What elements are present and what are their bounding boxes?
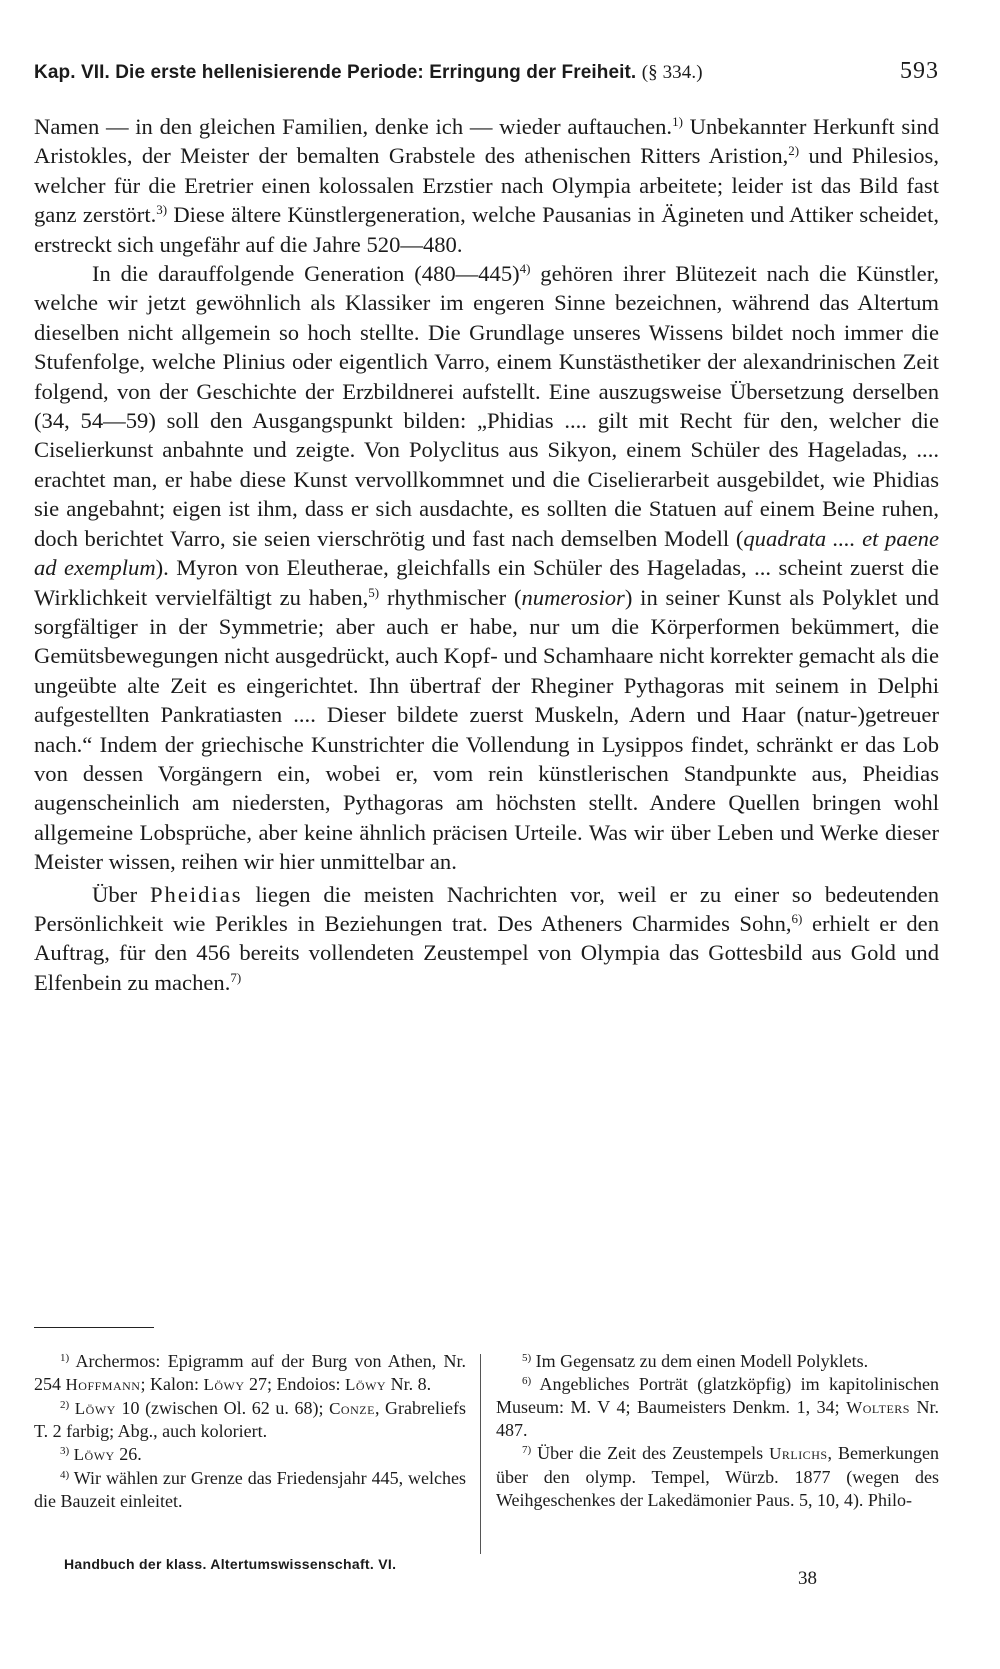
text-run: Nr. 487. bbox=[496, 1396, 940, 1441]
footnote-1 bbox=[34, 1350, 466, 1397]
footnote-marker: 2) bbox=[788, 143, 800, 159]
author-name: Löwy bbox=[203, 1374, 245, 1394]
text-run: ) in seiner Kunst als Polyklet und sorgfältiger in der Symmetrie; aber auch er habe, nur um die Körperformen bekümmert, die Gemütsbewegungen nicht ausgedrückt, auch Kopf- und Schamhaare nicht korrekter gemacht als die ungeübte alte Zeit es eingerichtet. Ihn übertraf der Rheginer Pythagoras mit seinem in Delphi aufgestellten Pankratiasten .... Dieser bildete zuerst Muskeln, Adern und Haar (natur-)getreuer nach.“ Indem der griechische Kunstrichter die Vollendung in Lysippos findet, schränkt er das Lob von dessen Vorgängern ein, wobei er, vom rein künstlerischen Standpunkte aus, Pheidias augenscheinlich am niedersten, Pythagoras am höchsten stellt. Andere Quellen bringen wohl allgemeine Lobsprüche, aber keine ähnlich präcisen Urteile. Was wir über Leben und Werke dieser Meister wissen, reihen wir hier unmittelbar an. bbox=[34, 584, 939, 875]
footnotes-right-column bbox=[496, 1350, 939, 1512]
footnote-5 bbox=[496, 1350, 939, 1373]
author-name: Hoffmann bbox=[65, 1374, 141, 1394]
footnote-marker: 6) bbox=[522, 1374, 532, 1387]
footnote-marker: 3) bbox=[156, 202, 168, 218]
text-run: Im Gegensatz zu dem einen Modell Polyklets. bbox=[531, 1351, 869, 1371]
text-run: 10 (zwischen Ol. 62 u. 68); bbox=[115, 1397, 330, 1418]
text-run: gehören ihrer Blütezeit nach die Künstler, welche wir jetzt gewöhnlich als Klassiker im engeren Sinne bezeichnen, während das Altertum dieselben nicht allgemein so hoch stellte. Die Grundlage unseres Wissens bildet noch immer die Stufenfolge, welche Plinius oder eigentlich Varro, einem Kunstästhetiker der alexandrinischen Zeit folgend, von der Geschichte der Erzbildnerei aufstellt. Eine auszugsweise Übersetzung derselben (34, 54—59) soll den Ausgangspunkt bilden: „Phidias .... gilt mit Recht für den, welcher die Ciselierkunst anbahnte und zeigte. Von Polyclitus aus Sikyon, einem Schüler des Hageladas, .... erachtet man, er habe diese Kunst vervollkommnet und die Ciselierarbeit ausgebildet, wie Phidias sie angebahnt; eigen ist ihm, dass er sich ausdachte, es sollten die Statuen auf einem Beine ruhen, doch berichtet Varro, sie seien vierschrötig und fast nach demselben Modell ( bbox=[34, 261, 939, 551]
text-run: 26. bbox=[114, 1444, 142, 1465]
text-run: ; Kalon: bbox=[140, 1373, 204, 1394]
text-run: und Philesios, welcher für die Eretrier einen kolossalen Erzstier nach Olympia arbeitete; leider ist das Bild fast ganz zerstört. bbox=[34, 143, 939, 228]
author-name: Conze bbox=[329, 1398, 375, 1418]
footnotes-left-column bbox=[34, 1350, 466, 1513]
footnote-3 bbox=[34, 1443, 466, 1467]
footnote-column-divider bbox=[480, 1354, 481, 1554]
main-text bbox=[34, 112, 939, 997]
latin-quotation: quadrata .... et paene ad exemplum bbox=[34, 525, 939, 581]
footnote-marker: 6) bbox=[791, 910, 803, 926]
author-name: Löwy bbox=[345, 1374, 387, 1394]
text-run: liegen die meisten Nachrichten vor, weil er zu einer so bedeutenden Persönlichkeit wie Perikles in Beziehungen trat. Des Atheners Charmides Sohn, bbox=[34, 881, 939, 936]
latin-quotation: numerosior bbox=[521, 584, 625, 610]
footnote-6 bbox=[496, 1373, 939, 1442]
footnote-2 bbox=[34, 1397, 466, 1444]
footnote-7 bbox=[496, 1442, 939, 1511]
footnote-marker: 7) bbox=[230, 969, 242, 985]
text-run: Über die Zeit des Zeustempels bbox=[531, 1443, 770, 1464]
page-number: 593 bbox=[900, 58, 939, 84]
author-name: Löwy bbox=[73, 1445, 115, 1465]
text-run: erhielt er den Auftrag, für den 456 bereits vollendeten Zeustempel von Olympia das Gottesbild aus Gold und Elfenbein zu machen. bbox=[34, 910, 939, 995]
text-run: Unbekannter Herkunft sind Aristokles, der Meister der bemalten Grabstele des athenischen Ritters Aristion, bbox=[34, 114, 940, 169]
text-run: Archermos: Epigramm auf der Burg von Athen, Nr. 254 bbox=[34, 1351, 466, 1394]
spaced-name: Pheidias bbox=[149, 881, 243, 907]
imprint-line: Handbuch der klass. Altertumswissenschaft. VI. bbox=[64, 1556, 397, 1572]
text-run: ). Myron von Eleutherae, gleichfalls ein Schüler des Hageladas, ... scheint zuerst die Wirklichkeit vervielfältigt zu haben, bbox=[34, 555, 939, 610]
footnote-marker: 2) bbox=[60, 1398, 70, 1411]
text-run: Über bbox=[92, 881, 150, 907]
chapter-title: Kap. VII. Die erste hellenisierende Periode: Erringung der Freiheit. bbox=[34, 62, 637, 83]
footnote-marker: 1) bbox=[672, 114, 683, 129]
signature-mark: 38 bbox=[798, 1568, 817, 1589]
footnote-marker: 4) bbox=[519, 261, 531, 277]
running-head bbox=[34, 58, 939, 88]
text-run: 27; Endoios: bbox=[244, 1373, 346, 1394]
footnote-marker: 7) bbox=[522, 1444, 532, 1457]
author-name: Löwy bbox=[74, 1398, 116, 1418]
footnote-marker: 5) bbox=[368, 584, 380, 600]
footnote-marker: 5) bbox=[522, 1352, 532, 1364]
text-run: Nr. 8. bbox=[386, 1373, 432, 1394]
footnote-marker: 1) bbox=[60, 1352, 70, 1364]
text-run: Wir wählen zur Grenze das Friedensjahr 445, welches die Bauzeit einleitet. bbox=[34, 1467, 466, 1511]
text-run: Namen — in den gleichen Familien, denke ich — wieder auftauchen. bbox=[34, 114, 673, 139]
footnote-marker: 4) bbox=[60, 1468, 70, 1481]
text-run: Diese ältere Künstlergeneration, welche Pausanias in Ägineten und Attiker scheidet, erstreckt sich ungefähr auf die Jahre 520—480. bbox=[34, 202, 939, 257]
paragraph-1 bbox=[34, 112, 939, 259]
footnote-marker: 3) bbox=[60, 1445, 70, 1458]
paragraph-3 bbox=[34, 880, 939, 998]
author-name: Urlichs bbox=[769, 1444, 828, 1464]
section-reference: (§ 334.) bbox=[641, 62, 703, 83]
text-run: In die darauffolgende Generation (480—445) bbox=[92, 261, 520, 287]
footnote-separator bbox=[34, 1327, 154, 1328]
footnote-4 bbox=[34, 1467, 466, 1513]
text-run: Angebliches Porträt (glatzköpfig) im kapitolinischen Museum: M. V 4; Baumeisters Denkm. 1, 34; bbox=[496, 1373, 939, 1417]
text-run: , Grabreliefs T. 2 farbig; Abg., auch koloriert. bbox=[34, 1397, 467, 1442]
text-run: rhythmischer ( bbox=[379, 584, 522, 610]
paragraph-2 bbox=[34, 259, 939, 877]
author-name: Wolters bbox=[846, 1397, 910, 1417]
text-run: , Bemerkungen über den olymp. Tempel, Würzb. 1877 (wegen des Weihgeschenkes der Lakedämonier Paus. 5, 10, 4). Philo- bbox=[496, 1443, 939, 1510]
